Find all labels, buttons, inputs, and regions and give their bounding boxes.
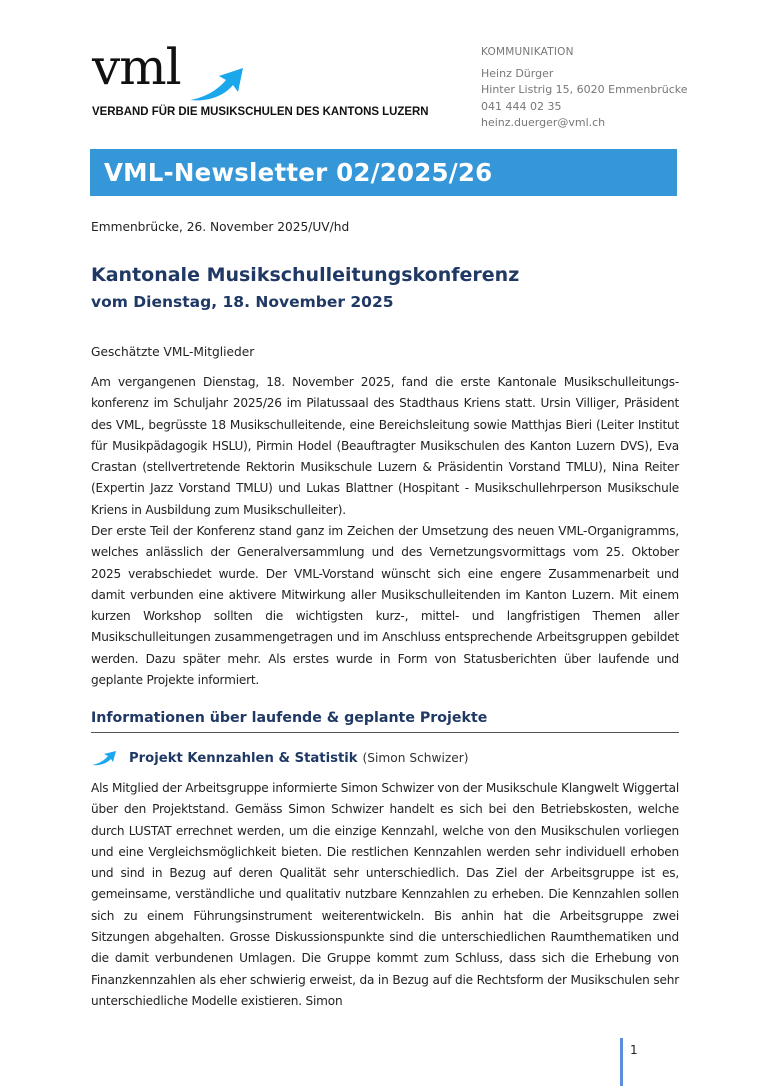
logo-tagline: VERBAND FÜR DIE MUSIKSCHULEN DES KANTONS LUZERN bbox=[92, 104, 429, 118]
logo-text: vml bbox=[92, 38, 181, 96]
section-heading: Informationen über laufende & geplante Projekte bbox=[91, 710, 679, 733]
page-number-bar bbox=[620, 1038, 623, 1086]
logo-wordmark bbox=[92, 40, 422, 98]
greeting: Geschätzte VML-Mitglieder bbox=[91, 345, 255, 359]
paragraph-intro: Am vergangenen Dienstag, 18. November 2025, fand die erste Kantonale Musikschulleitungs-konferenz im Schuljahr 2025/26 im Pilatussaal des Stadthaus Kriens statt. Ursin Villiger, Präsident des VML, begrüsste 18 Musikschulleitende, eine Bereichsleitung sowie Matthjas Bieri (Leiter Institut für Musikpädagogik HSLU), Pirmin Hodel (Beauftragter Musikschulen des Kanton Luzern DVS), Eva Crastan (stellvertretende Rektorin Musikschule Luzern & Präsidentin Vorstand TMLU), Nina Reiter (Expertin Jazz Vorstand TMLU) und Lukas Blattner (Hospitant - Musikschullehrperson Musikschule Kriens in Ausbildung zum Musikschulleiter). bbox=[91, 375, 679, 517]
document-title: Kantonale Musikschulleitungskonferenz bbox=[91, 264, 520, 286]
contact-phone: 041 444 02 35 bbox=[481, 99, 562, 113]
document-subtitle: vom Dienstag, 18. November 2025 bbox=[91, 293, 394, 311]
contact-address: Hinter Listrig 15, 6020 Emmenbrücke bbox=[481, 83, 688, 96]
project-title: Projekt Kennzahlen & Statistik bbox=[129, 750, 358, 766]
page-number: 1 bbox=[630, 1043, 638, 1057]
paragraph-project: Als Mitglied der Arbeitsgruppe informierte Simon Schwizer von der Musikschule Klangwelt Wiggertal über den Projektstand. Gemäss Simon Schwizer handelt es sich bei den Betriebskosten, welche durch LUSTAT errechnet werden, um die einzige Kennzahl, welche von den Musikschulen vorliegen und eine Vergleichsmöglichkeit bieten. Die restlichen Kennzahlen werden sehr individuell erhoben und sind in Bezug auf deren Qualität sehr unterschiedlich. Das Ziel der Arbeitsgruppe ist es, gemeinsame, verständliche und qualitativ nutzbare Kennzahlen zu erheben. Die Kennzahlen sollen sich zu einem Führungsinstrument weiterentwickeln. Bis anhin hat die Arbeitsgruppe zwei Sitzungen abgehalten. Grosse Diskussionspunkte sind die unterschiedlichen Raumthematiken und die damit verbundenen Umlagen. Die Gruppe kommt zum Schluss, dass sich die Erhebung von Finanzkennzahlen als eher schwierig erweist, da in Bezug auf die Rechtsform der Musikschulen sehr unterschiedliche Modelle existieren. Simon bbox=[91, 781, 679, 1008]
arrow-bullet-icon bbox=[91, 750, 117, 766]
vml-logo bbox=[92, 38, 429, 118]
contact-department: KOMMUNIKATION bbox=[481, 46, 574, 58]
paragraph-workshop: Der erste Teil der Konferenz stand ganz im Zeichen der Umsetzung des neuen VML-Organigramms, welches anlässlich der Generalversammlung und des Vernetzungsvormittags vom 25. Oktober 2025 verabschiedet wurde. Der VML-Vorstand wünscht sich eine engere Zusammenarbeit und damit verbunden eine aktivere Mitwirkung aller Musikschulleitenden im Kanton Luzern. Mit einem kurzen Workshop sollten die wichtigsten kurz-, mittel- und langfristigen Themen aller Musikschulleitungen zusammengetragen und im Anschluss entsprechende Arbeitsgruppen gebildet werden. Dazu später mehr. Als erstes wurde in Form von Statusberichten über laufende und geplante Projekte informiert. bbox=[91, 524, 679, 688]
contact-block bbox=[481, 44, 688, 132]
contact-email[interactable]: heinz.duerger@vml.ch bbox=[481, 116, 606, 129]
project-person: (Simon Schwizer) bbox=[362, 751, 469, 765]
contact-name: Heinz Dürger bbox=[481, 66, 554, 80]
newsletter-title: VML-Newsletter 02/2025/26 bbox=[104, 158, 493, 187]
project-heading bbox=[91, 750, 469, 766]
place-date: Emmenbrücke, 26. November 2025/UV/hd bbox=[91, 220, 350, 234]
logo-arrow-icon bbox=[188, 66, 246, 102]
newsletter-banner bbox=[90, 149, 677, 196]
